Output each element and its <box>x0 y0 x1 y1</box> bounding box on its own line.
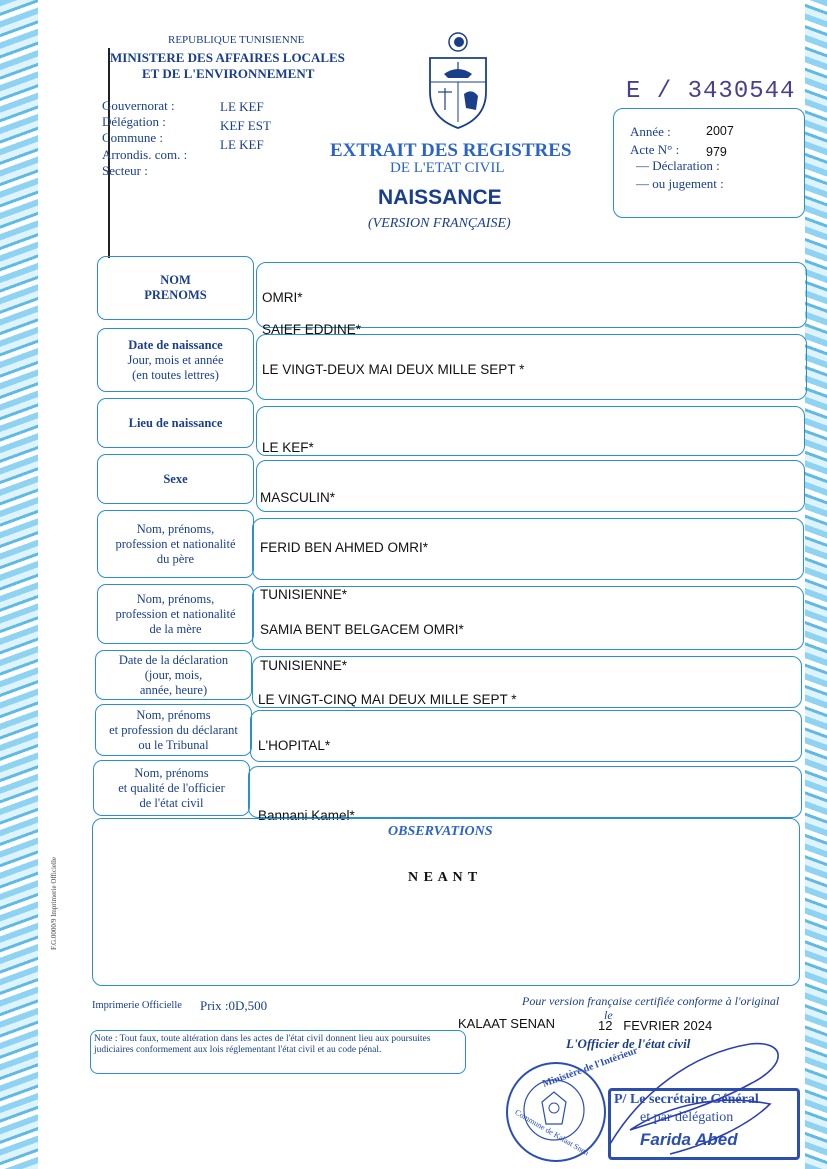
lieu-value: LE KEF* <box>262 440 314 455</box>
date-label-2: Jour, mois et année <box>127 352 224 367</box>
date-naissance-label-cell <box>97 328 254 392</box>
extract-title: EXTRAIT DES REGISTRES <box>330 140 572 161</box>
decl-label-1: Date de la déclaration <box>118 652 229 667</box>
annee-value: 2007 <box>706 124 734 138</box>
gouvernorat-label: Gouvernorat : <box>102 98 175 113</box>
pere-label-2: profession et nationalité <box>115 536 236 551</box>
mere-label-cell <box>97 584 254 644</box>
ministry-line1: MINISTERE DES AFFAIRES LOCALES <box>110 50 345 65</box>
officier-label-3: de l'état civil <box>139 795 204 810</box>
arrondissement-label: Arrondis. com. : <box>102 147 188 162</box>
handwritten-signature <box>600 1034 800 1164</box>
nom-label: NOM <box>160 273 191 287</box>
officier-label-1: Nom, prénoms <box>134 765 209 780</box>
date-naissance-value: LE VINGT-DEUX MAI DEUX MILLE SEPT * <box>262 362 525 377</box>
decl-label-3: année, heure) <box>139 682 208 697</box>
declaration-date-label-cell <box>95 650 252 700</box>
le-label: le <box>604 1008 613 1022</box>
sexe-value: MASCULIN* <box>260 490 336 505</box>
pere-label-1: Nom, prénoms, <box>136 521 215 536</box>
prenoms-label: PRENOMS <box>144 288 207 302</box>
observations-value: N E A N T <box>408 870 479 885</box>
document-type-title: NAISSANCE <box>378 186 502 209</box>
gouvernorat-value: LE KEF <box>220 99 264 114</box>
delegation-value: KEF EST <box>220 118 271 133</box>
commune-value: LE KEF <box>220 137 264 152</box>
mere-label-3: de la mère <box>149 621 202 636</box>
delegation-label: Délégation : <box>102 114 166 129</box>
stamp-line2: et par délégation <box>640 1110 734 1125</box>
declarant-label-1: Nom, prénoms <box>136 707 211 722</box>
nom-value: OMRI* <box>262 290 303 305</box>
observations-title: OBSERVATIONS <box>388 824 493 839</box>
sexe-label-cell <box>97 454 254 504</box>
nom-prenoms-value-cell <box>256 262 807 328</box>
secteur-label: Secteur : <box>102 163 148 178</box>
pere-label-cell <box>97 510 254 578</box>
decorative-border-left <box>0 0 38 1169</box>
mere-label-1: Nom, prénoms, <box>136 591 215 606</box>
acte-value: 979 <box>706 145 727 159</box>
certification-text: Pour version française certifiée conforme à l'original <box>522 994 780 1008</box>
annee-label: Année : <box>630 124 671 139</box>
declaration-label: — Déclaration : <box>636 158 720 173</box>
pere-label-3: du père <box>156 551 195 566</box>
date-label-3: (en toutes lettres) <box>132 367 219 382</box>
lieu-value-cell <box>256 406 805 456</box>
decorative-border-right <box>805 0 827 1169</box>
ministry-line2: ET DE L'ENVIRONNEMENT <box>142 66 315 81</box>
date-label-1: Date de naissance <box>128 337 223 352</box>
stamp-name: Farida Abed <box>640 1130 738 1149</box>
decl-label-2: (jour, mois, <box>144 667 203 682</box>
declarant-value-cell <box>250 710 802 762</box>
coat-of-arms-icon <box>424 30 492 130</box>
etat-civil-subtitle: DE L'ETAT CIVIL <box>390 160 505 176</box>
jugement-label: — ou jugement : <box>636 176 724 191</box>
legal-note-text: Note : Tout faux, toute altération dans les actes de l'état civil donnent lieu aux poursuites judiciaires conformement aux lois réglementant l'état civil et au code pénal. <box>94 1034 431 1055</box>
lieu-label-cell <box>97 398 254 448</box>
republic-label: REPUBLIQUE TUNISIENNE <box>168 34 305 46</box>
price-label: Prix :0D,500 <box>200 998 268 1013</box>
declarant-label-3: ou le Tribunal <box>138 737 209 752</box>
mere-nationality-value: TUNISIENNE* <box>260 658 348 673</box>
officier-label-2: et qualité de l'officier <box>118 780 225 795</box>
pere-value: FERID BEN AHMED OMRI* <box>260 540 429 555</box>
pere-nationality-value: TUNISIENNE* <box>260 587 348 602</box>
mere-value: SAMIA BENT BELGACEM OMRI* <box>260 622 464 637</box>
serial-number: E / 3430544 <box>626 78 796 105</box>
side-print-note: F.G.0000/9 Imprimerie Officielle <box>50 856 58 950</box>
sexe-label: Sexe <box>163 471 188 486</box>
prenoms-value: SAIEF EDDINE* <box>262 322 362 337</box>
declaration-date-value: LE VINGT-CINQ MAI DEUX MILLE SEPT * <box>258 692 517 707</box>
nom-prenoms-label-cell <box>97 256 254 320</box>
issue-place: KALAAT SENAN <box>458 1016 556 1031</box>
acte-label: Acte N° : <box>630 142 680 157</box>
sexe-value-cell <box>256 460 805 512</box>
seal-ring-bottom-text: Commune de Kalaat Snen <box>513 1107 591 1158</box>
lieu-label: Lieu de naissance <box>128 415 223 430</box>
officier-signature-title: L'Officier de l'état civil <box>566 1036 691 1051</box>
declarant-label-2: et profession du déclarant <box>109 722 238 737</box>
version-label: (VERSION FRANÇAISE) <box>368 216 511 231</box>
officier-label-cell <box>93 760 250 816</box>
issue-date: 12 FEVRIER 2024 <box>598 1018 713 1033</box>
mere-label-2: profession et nationalité <box>115 606 236 621</box>
stamp-line1: P/ Le secrétaire Général <box>614 1092 759 1107</box>
officier-value: Bannani Kamel* <box>258 808 355 823</box>
observations-box <box>92 818 800 986</box>
commune-label: Commune : <box>102 130 164 145</box>
declarant-value: L'HOPITAL* <box>258 738 331 753</box>
declarant-label-cell <box>95 704 252 756</box>
seal-ring-top-text: Ministère de l'Intérieur <box>541 1045 640 1090</box>
imprimerie-label: Imprimerie Officielle <box>92 1000 182 1011</box>
